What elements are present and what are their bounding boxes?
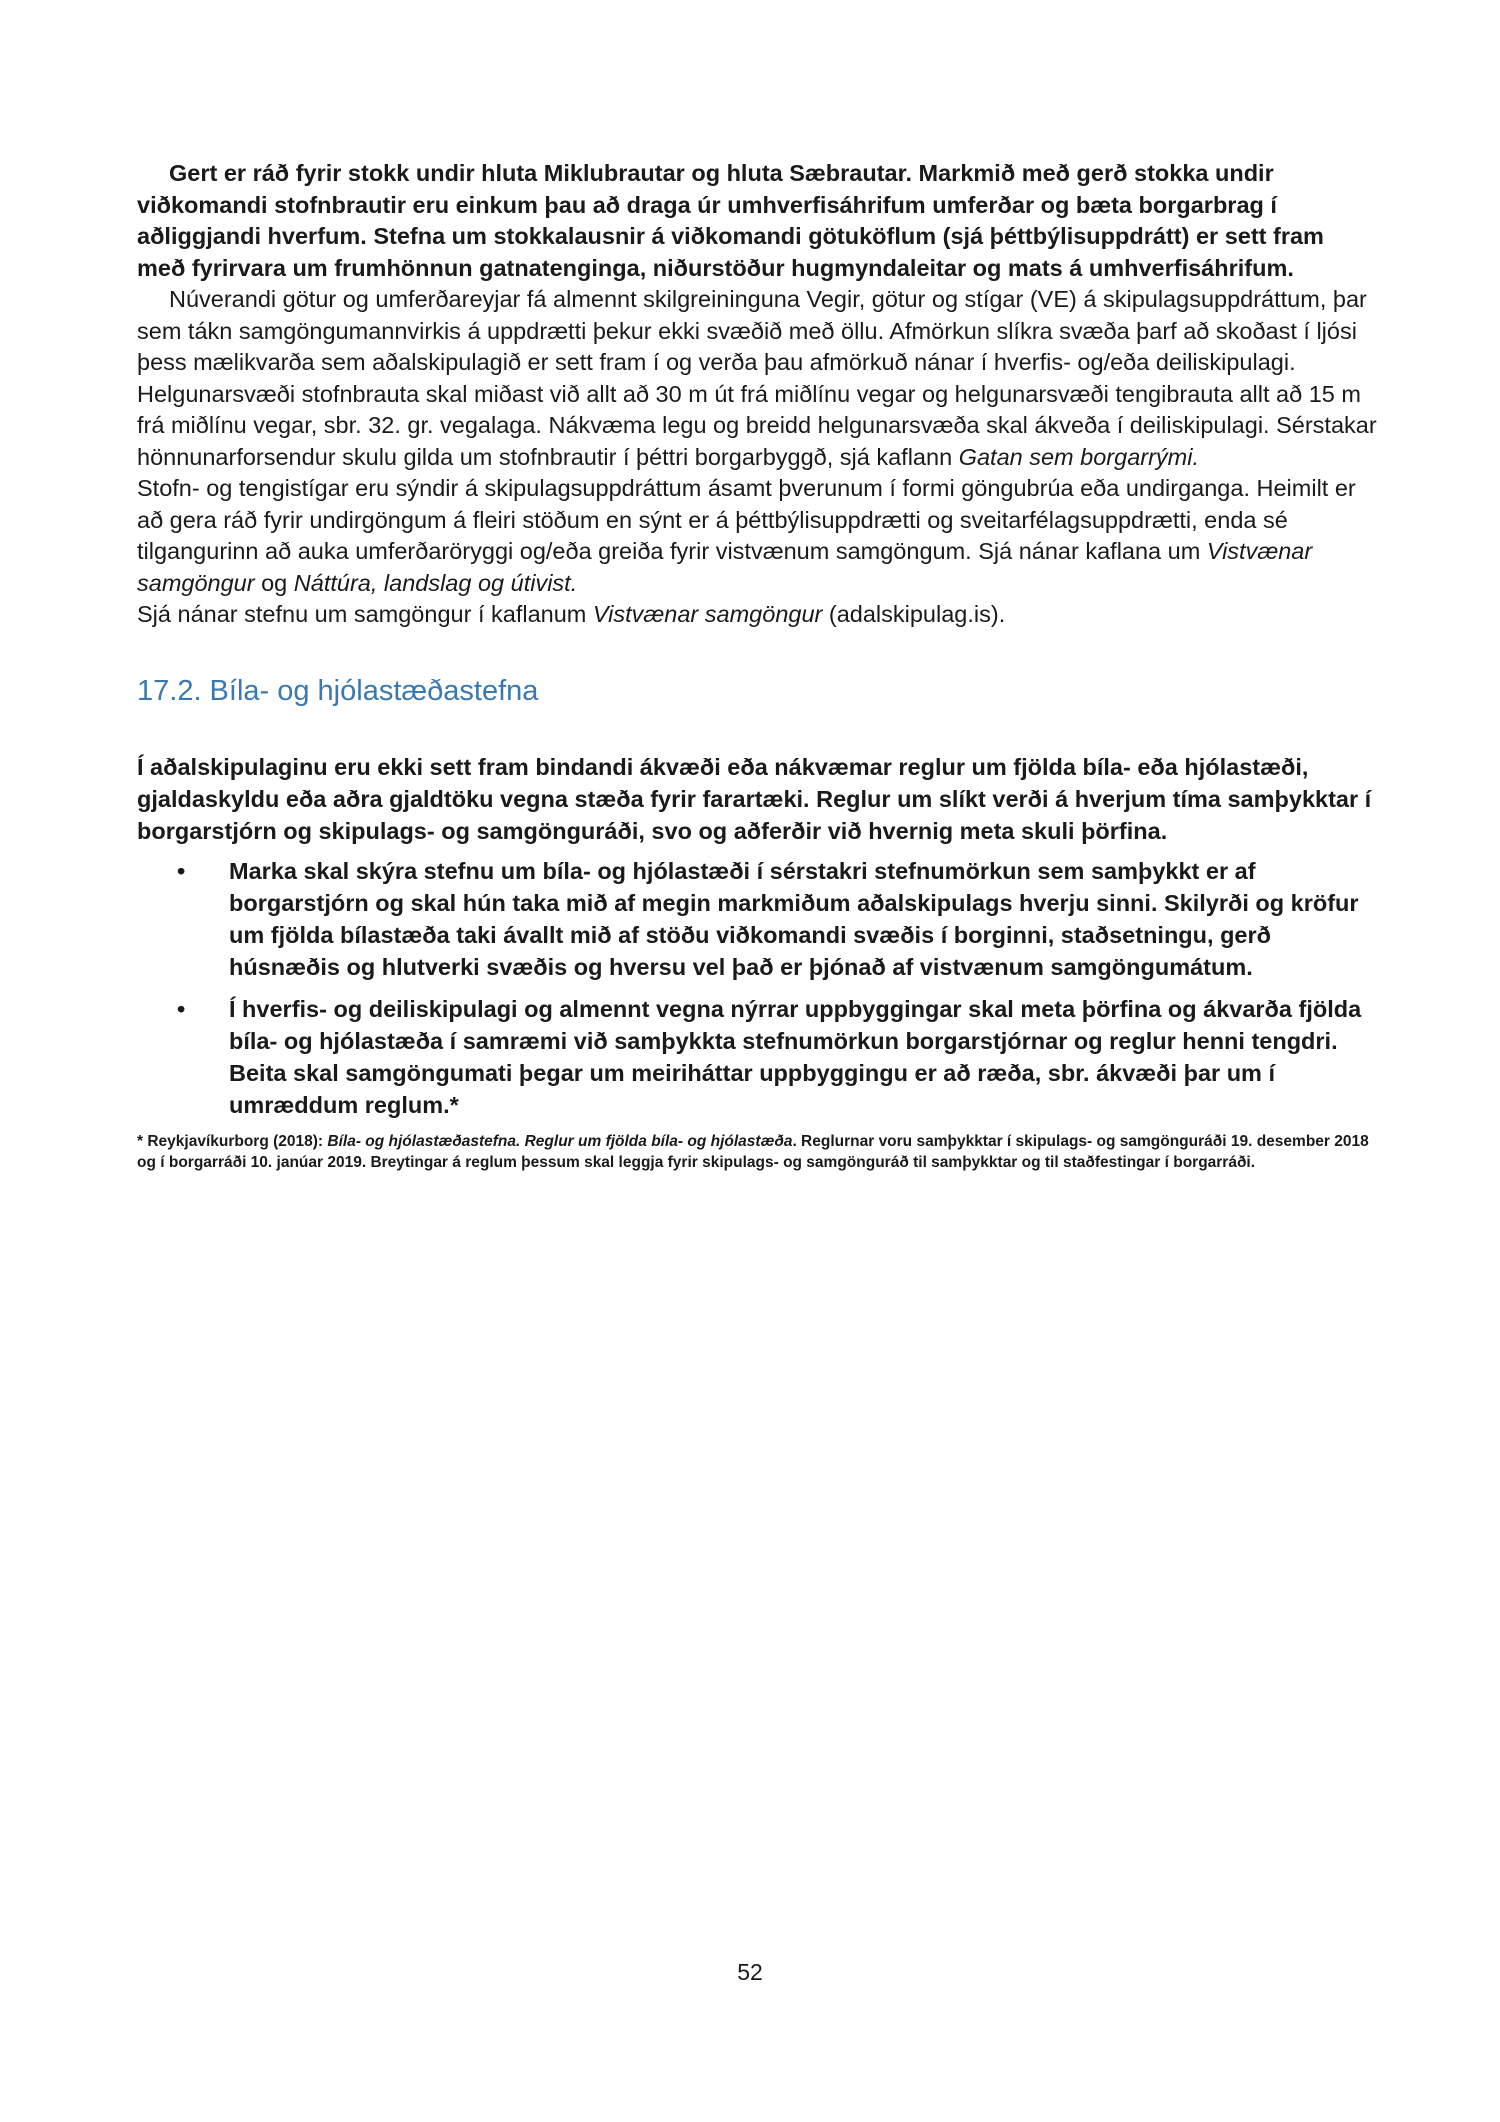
footnote-tail: . Reglurnar voru samþykktar í skipulags- og samgönguráði 19. desember 2018 og í borgarráði 10. janúar 2019. Breytingar á reglum þessum skal leggja fyrir skipulags- og samgönguráð til samþykktar og til staðfestingar í borgarráði.: [137, 1132, 1369, 1171]
paragraph-vegir: [137, 284, 1377, 473]
paragraph-stokkar: Gert er ráð fyrir stokk undir hluta Miklubrautar og hluta Sæbrautar. Markmið með gerð stokka undir viðkomandi stofnbrautir eru einkum þau að draga úr umhverfisáhrifum umferðar og bæta borgarbrag í aðliggjandi hverfum. Stefna um stokkalausnir á viðkomandi götuköflum (sjá þéttbýlisuppdrátt) er sett fram með fyrirvara um frumhönnun gatnatenginga, niðurstöður hugmyndaleitar og mats á umhverfisáhrifum.: [137, 160, 1324, 281]
paragraph-stefna-tail: (adalskipulag.is).: [822, 601, 1006, 627]
paragraph-stigar-italic-1: Vistvænar samgöngur: [137, 538, 1313, 596]
paragraph-stefna-italic: Vistvænar samgöngur: [592, 601, 823, 627]
paragraph-stigar: [137, 473, 1377, 599]
paragraph-vegir-italic: Gatan sem borgarrými.: [958, 443, 1199, 470]
paragraph-stefna: [137, 599, 1377, 631]
list-item: [137, 993, 1377, 1121]
page-content: [137, 158, 1377, 1173]
footnote-italic: Bíla- og hjólastæðastefna. Reglur um fjölda bíla- og hjólastæða: [327, 1132, 793, 1150]
bullet-list: [137, 855, 1377, 1121]
paragraph-stigar-italic-2: Náttúra, landslag og útivist.: [293, 569, 578, 596]
footnote: [137, 1131, 1377, 1173]
list-item: [137, 855, 1377, 983]
list-item-text: Í hverfis- og deiliskipulagi og almennt vegna nýrrar uppbyggingar skal meta þörfina og ákvarða fjölda bíla- og hjólastæða í samræmi við samþykkta stefnumörkun borgarstjórnar og reglur henni tengdri. Beita skal samgöngumati þegar um meiriháttar uppbyggingu er að ræða, sbr. ákvæði þar um í umræddum reglum.*: [229, 995, 1362, 1118]
section-intro: Í aðalskipulaginu eru ekki sett fram bindandi ákvæði eða nákvæmar reglur um fjölda bíla- eða hjólastæði, gjaldaskyldu eða aðra gjaldtöku vegna stæða fyrir farartæki. Reglur um slíkt verði á hverjum tíma samþykktar í borgarstjórn og skipulags- og samgönguráði, svo og aðferðir við hvernig meta skuli þörfina.: [137, 753, 1372, 844]
list-item-text: Marka skal skýra stefnu um bíla- og hjólastæði í sérstakri stefnumörkun sem samþykkt er af borgarstjórn og skal hún taka mið af megin markmiðum aðalskipulags hverju sinni. Skilyrði og kröfur um fjölda bílastæða taki ávallt mið af stöðu viðkomandi svæðis í borginni, staðsetningu, gerð húsnæðis og hlutverki svæðis og hversu vel það er þjónað af vistvænum samgöngumátum.: [229, 857, 1359, 980]
bullet-icon: •: [177, 995, 186, 1022]
paragraph-vegir-text: Núverandi götur og umferðareyjar fá almennt skilgreininguna Vegir, götur og stígar (VE) á skipulagsuppdráttum, þar sem tákn samgöngumannvirkis á uppdrætti þekur ekki svæðið með öllu. Afmörkun slíkra svæða þarf að skoðast í ljósi þess mælikvarða sem aðalskipulagið er sett fram í og verða þau afmörkuð nánar í hverfis- og/eða deiliskipulagi. Helgunarsvæði stofnbrauta skal miðast við allt að 30 m út frá miðlínu vegar og helgunarsvæði tengibrauta allt að 15 m frá miðlínu vegar, sbr. 32. gr. vegalaga. Nákvæma legu og breidd helgunarsvæða skal ákveða í deiliskipulagi. Sérstakar hönnunarforsendur skulu gilda um stofnbrautir í þéttri borgarbyggð, sjá kaflann: [137, 286, 1377, 470]
bullet-icon: •: [177, 857, 186, 884]
page-number: 52: [737, 1959, 763, 1985]
paragraph-stigar-mid: og: [254, 569, 294, 596]
paragraph-stigar-text: Stofn- og tengistígar eru sýndir á skipulagsuppdráttum ásamt þverunum í formi göngubrúa eða undirganga. Heimilt er að gera ráð fyrir undirgöngum á fleiri stöðum en sýnt er á þéttbýlisuppdrætti og sveitarfélagsuppdrætti, enda sé tilgangurinn að auka umferðaröryggi og/eða greiða fyrir vistvænum samgöngum. Sjá nánar kaflana um: [137, 475, 1356, 564]
section-heading: 17.2. Bíla- og hjólastæðastefna: [137, 674, 539, 707]
footnote-lead: * Reykjavíkurborg (2018):: [137, 1132, 328, 1150]
paragraph-stefna-text: Sjá nánar stefnu um samgöngur í kaflanum: [137, 601, 593, 627]
